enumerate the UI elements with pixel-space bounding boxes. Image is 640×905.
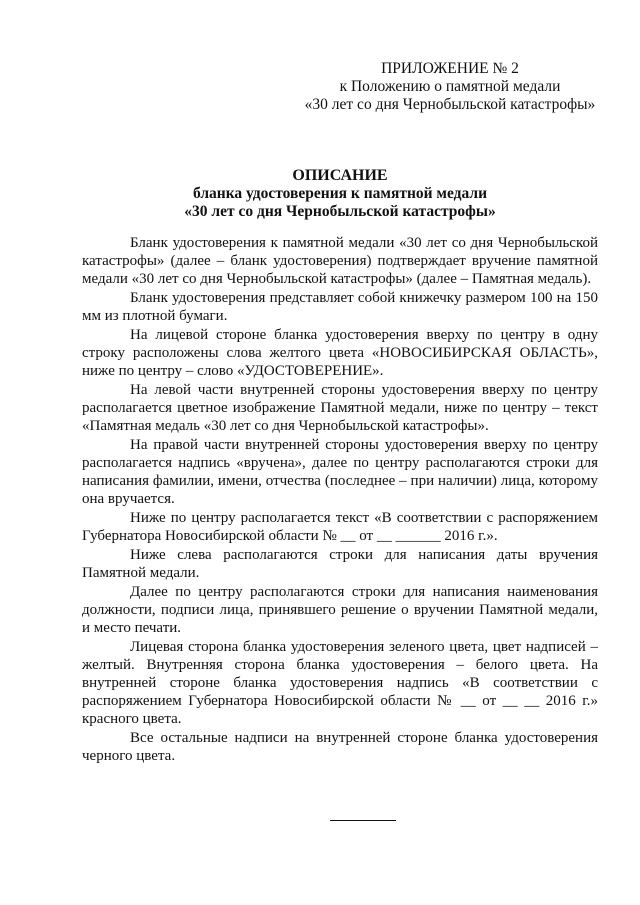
document-subtitle: бланка удостоверения к памятной медали [192,185,488,202]
appendix-medal-name: «30 лет со дня Чернобыльской катастрофы» [304,96,596,113]
paragraph: На левой части внутренней стороны удостоверения вверху по центру располагается цветное изображение Памятной медали, ниже по центру – текст «Памятная медаль «30 лет со дня Чернобыльской катастрофы». [82,382,598,434]
paragraph: Лицевая сторона бланка удостоверения зеленого цвета, цвет надписей – желтый. Внутренняя сторона бланка удостоверения – белого цвета. На внутренней стороне бланка удостоверения надпись «В соответствии с распоряжением Губернатора Новосибирской области № __ от __ __ 2016 г.» красного цвета. [82,639,598,727]
paragraph: Все остальные надписи на внутренней стороне бланка удостоверения черного цвета. [82,730,598,764]
document-heading [70,167,610,221]
paragraph: Бланк удостоверения к памятной медали «30 лет со дня Чернобыльской катастрофы» (далее – бланк удостоверения) подтверждает вручение памятной медали «30 лет со дня Чернобыльской катастрофы» (далее – Памятная медаль). [82,235,598,287]
appendix-number: ПРИЛОЖЕНИЕ № 2 [381,60,519,77]
paragraph: На правой части внутренней стороны удостоверения вверху по центру располагается надпись «вручена», далее по центру располагаются строки для написания фамилии, имени, отчества (последнее – при наличии) лица, которому она вручается. [82,437,598,507]
appendix-reference: к Положению о памятной медали [339,78,561,95]
end-divider [330,820,396,821]
paragraph: На лицевой стороне бланка удостоверения вверху по центру в одну строку расположены слова желтого цвета «НОВОСИБИРСКАЯ ОБЛАСТЬ», ниже по центру – слово «УДОСТОВЕРЕНИЕ». [82,327,598,379]
paragraph: Ниже по центру располагается текст «В соответствии с распоряжением Губернатора Новосибирской области № __ от __ ______ 2016 г.». [82,510,598,544]
paragraph: Далее по центру располагаются строки для написания наименования должности, подписи лица, принявшего решение о вручении Памятной медали, и место печати. [82,584,598,636]
document-subtitle-medal: «30 лет со дня Чернобыльской катастрофы» [184,203,496,220]
document-title: ОПИСАНИЕ [292,167,388,184]
document-body [82,234,598,766]
appendix-header [300,60,600,114]
paragraph: Бланк удостоверения представляет собой книжечку размером 100 на 150 мм из плотной бумаги. [82,290,598,324]
paragraph: Ниже слева располагаются строки для написания даты вручения Памятной медали. [82,547,598,581]
